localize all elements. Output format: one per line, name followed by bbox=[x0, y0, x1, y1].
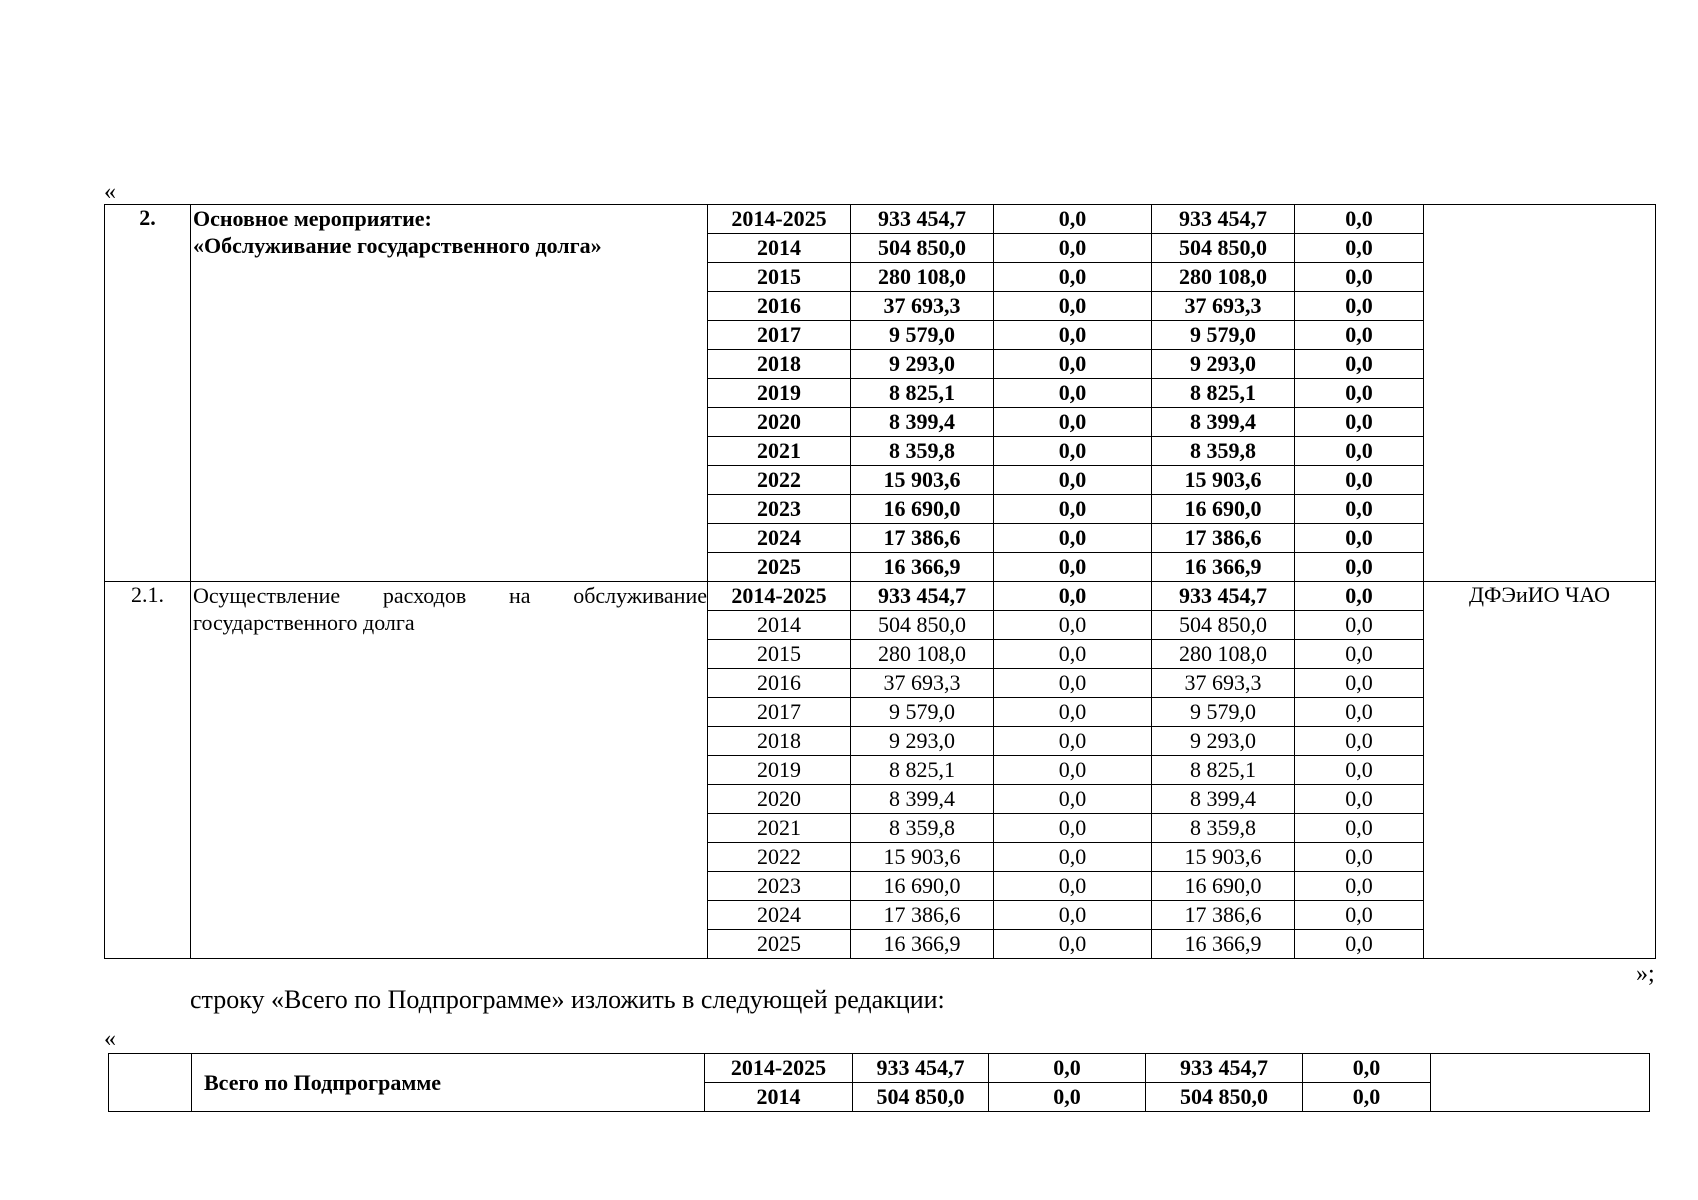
value-cell: 16 366,9 bbox=[1152, 553, 1295, 582]
year-cell: 2019 bbox=[708, 379, 851, 408]
value-cell: 17 386,6 bbox=[851, 524, 994, 553]
value-cell: 0,0 bbox=[1295, 321, 1424, 350]
value-cell: 0,0 bbox=[1295, 756, 1424, 785]
value-cell: 8 359,8 bbox=[1152, 437, 1295, 466]
value-cell: 0,0 bbox=[1295, 495, 1424, 524]
table-row bbox=[109, 1054, 1650, 1083]
value-cell: 0,0 bbox=[994, 611, 1152, 640]
value-cell: 9 293,0 bbox=[851, 350, 994, 379]
value-cell: 933 454,7 bbox=[1152, 205, 1295, 234]
value-cell: 0,0 bbox=[1295, 553, 1424, 582]
year-cell: 2022 bbox=[708, 843, 851, 872]
value-cell: 0,0 bbox=[1295, 640, 1424, 669]
value-cell: 8 359,8 bbox=[851, 814, 994, 843]
value-cell: 280 108,0 bbox=[1152, 263, 1295, 292]
value-cell: 9 579,0 bbox=[1152, 321, 1295, 350]
value-cell: 0,0 bbox=[1295, 901, 1424, 930]
value-cell: 933 454,7 bbox=[1152, 582, 1295, 611]
value-cell: 0,0 bbox=[1295, 582, 1424, 611]
value-cell: 0,0 bbox=[994, 234, 1152, 263]
value-cell: 0,0 bbox=[994, 698, 1152, 727]
value-cell: 0,0 bbox=[1303, 1083, 1431, 1112]
year-cell: 2023 bbox=[708, 872, 851, 901]
value-cell: 0,0 bbox=[994, 466, 1152, 495]
value-cell: 504 850,0 bbox=[851, 234, 994, 263]
value-cell: 0,0 bbox=[994, 321, 1152, 350]
year-cell: 2014-2025 bbox=[708, 582, 851, 611]
value-cell: 17 386,6 bbox=[1152, 524, 1295, 553]
total-table bbox=[108, 1053, 1650, 1112]
main-table-body bbox=[105, 205, 1656, 959]
value-cell: 0,0 bbox=[994, 727, 1152, 756]
year-cell: 2017 bbox=[708, 698, 851, 727]
value-cell: 504 850,0 bbox=[1152, 234, 1295, 263]
value-cell: 0,0 bbox=[1295, 843, 1424, 872]
value-cell: 8 359,8 bbox=[1152, 814, 1295, 843]
value-cell: 0,0 bbox=[994, 553, 1152, 582]
empty-cell bbox=[109, 1054, 192, 1112]
value-cell: 37 693,3 bbox=[1152, 292, 1295, 321]
value-cell: 0,0 bbox=[1295, 930, 1424, 959]
year-cell: 2024 bbox=[708, 901, 851, 930]
value-cell: 0,0 bbox=[1295, 524, 1424, 553]
value-cell: 0,0 bbox=[994, 582, 1152, 611]
value-cell: 0,0 bbox=[1295, 611, 1424, 640]
value-cell: 0,0 bbox=[1295, 205, 1424, 234]
value-cell: 0,0 bbox=[994, 263, 1152, 292]
value-cell: 0,0 bbox=[1295, 437, 1424, 466]
value-cell: 15 903,6 bbox=[1152, 843, 1295, 872]
value-cell: 0,0 bbox=[1295, 669, 1424, 698]
value-cell: 0,0 bbox=[994, 901, 1152, 930]
year-cell: 2015 bbox=[708, 640, 851, 669]
value-cell: 8 399,4 bbox=[1152, 785, 1295, 814]
value-cell: 0,0 bbox=[994, 408, 1152, 437]
value-cell: 280 108,0 bbox=[851, 263, 994, 292]
value-cell: 0,0 bbox=[1295, 292, 1424, 321]
value-cell: 9 293,0 bbox=[1152, 350, 1295, 379]
year-cell: 2014-2025 bbox=[708, 205, 851, 234]
year-cell: 2025 bbox=[708, 930, 851, 959]
value-cell: 8 825,1 bbox=[851, 756, 994, 785]
value-cell: 0,0 bbox=[1295, 698, 1424, 727]
value-cell: 16 366,9 bbox=[851, 930, 994, 959]
year-cell: 2017 bbox=[708, 321, 851, 350]
value-cell: 0,0 bbox=[994, 437, 1152, 466]
year-cell: 2022 bbox=[708, 466, 851, 495]
value-cell: 37 693,3 bbox=[851, 669, 994, 698]
year-cell: 2014 bbox=[705, 1083, 853, 1112]
responsible-cell: ДФЭиИО ЧАО bbox=[1424, 582, 1656, 959]
open-quote-top: « bbox=[104, 179, 116, 205]
value-cell: 0,0 bbox=[1295, 814, 1424, 843]
value-cell: 16 690,0 bbox=[851, 495, 994, 524]
value-cell: 0,0 bbox=[994, 843, 1152, 872]
close-quote: »; bbox=[1636, 961, 1655, 987]
value-cell: 8 399,4 bbox=[1152, 408, 1295, 437]
year-cell: 2020 bbox=[708, 408, 851, 437]
year-cell: 2014 bbox=[708, 234, 851, 263]
value-cell: 504 850,0 bbox=[1146, 1083, 1303, 1112]
value-cell: 0,0 bbox=[994, 872, 1152, 901]
year-cell: 2014-2025 bbox=[705, 1054, 853, 1083]
value-cell: 0,0 bbox=[1295, 408, 1424, 437]
value-cell: 280 108,0 bbox=[1152, 640, 1295, 669]
value-cell: 0,0 bbox=[1295, 872, 1424, 901]
value-cell: 15 903,6 bbox=[851, 843, 994, 872]
value-cell: 0,0 bbox=[1295, 379, 1424, 408]
value-cell: 15 903,6 bbox=[851, 466, 994, 495]
value-cell: 16 690,0 bbox=[1152, 872, 1295, 901]
value-cell: 0,0 bbox=[1295, 350, 1424, 379]
value-cell: 37 693,3 bbox=[851, 292, 994, 321]
value-cell: 37 693,3 bbox=[1152, 669, 1295, 698]
value-cell: 9 579,0 bbox=[1152, 698, 1295, 727]
table-row bbox=[105, 205, 1656, 234]
row-number: 2. bbox=[105, 205, 191, 582]
value-cell: 504 850,0 bbox=[853, 1083, 989, 1112]
total-table-body bbox=[109, 1054, 1650, 1112]
open-quote-bottom: « bbox=[104, 1026, 116, 1052]
value-cell: 0,0 bbox=[994, 350, 1152, 379]
value-cell: 8 399,4 bbox=[851, 408, 994, 437]
year-cell: 2020 bbox=[708, 785, 851, 814]
value-cell: 17 386,6 bbox=[1152, 901, 1295, 930]
value-cell: 0,0 bbox=[1295, 785, 1424, 814]
value-cell: 0,0 bbox=[994, 379, 1152, 408]
item-subtitle: «Обслуживание государственного долга» bbox=[193, 233, 602, 258]
value-cell: 0,0 bbox=[994, 495, 1152, 524]
value-cell: 0,0 bbox=[994, 524, 1152, 553]
value-cell: 16 366,9 bbox=[851, 553, 994, 582]
item-title: Основное мероприятие: bbox=[193, 206, 432, 231]
year-cell: 2015 bbox=[708, 263, 851, 292]
value-cell: 9 293,0 bbox=[1152, 727, 1295, 756]
value-cell: 0,0 bbox=[994, 756, 1152, 785]
value-cell: 17 386,6 bbox=[851, 901, 994, 930]
year-cell: 2018 bbox=[708, 727, 851, 756]
year-cell: 2021 bbox=[708, 437, 851, 466]
value-cell: 0,0 bbox=[1295, 234, 1424, 263]
responsible-cell bbox=[1424, 205, 1656, 582]
year-cell: 2016 bbox=[708, 669, 851, 698]
value-cell: 933 454,7 bbox=[1146, 1054, 1303, 1083]
value-cell: 0,0 bbox=[994, 669, 1152, 698]
year-cell: 2018 bbox=[708, 350, 851, 379]
value-cell: 0,0 bbox=[989, 1054, 1146, 1083]
value-cell: 16 690,0 bbox=[1152, 495, 1295, 524]
item-name-cell bbox=[191, 205, 708, 582]
value-cell: 504 850,0 bbox=[1152, 611, 1295, 640]
intro-text: строку «Всего по Подпрограмме» изложить в следующей редакции: bbox=[190, 985, 945, 1014]
value-cell: 16 690,0 bbox=[851, 872, 994, 901]
value-cell: 9 579,0 bbox=[851, 698, 994, 727]
value-cell: 9 579,0 bbox=[851, 321, 994, 350]
value-cell: 8 359,8 bbox=[851, 437, 994, 466]
value-cell: 0,0 bbox=[1295, 263, 1424, 292]
value-cell: 0,0 bbox=[994, 292, 1152, 321]
main-table bbox=[104, 204, 1656, 959]
total-label: Всего по Подпрограмме bbox=[192, 1054, 705, 1112]
year-cell: 2016 bbox=[708, 292, 851, 321]
value-cell: 15 903,6 bbox=[1152, 466, 1295, 495]
year-cell: 2021 bbox=[708, 814, 851, 843]
value-cell: 0,0 bbox=[994, 640, 1152, 669]
value-cell: 280 108,0 bbox=[851, 640, 994, 669]
value-cell: 933 454,7 bbox=[851, 582, 994, 611]
value-cell: 0,0 bbox=[994, 930, 1152, 959]
value-cell: 933 454,7 bbox=[853, 1054, 989, 1083]
year-cell: 2023 bbox=[708, 495, 851, 524]
row-number: 2.1. bbox=[105, 582, 191, 959]
value-cell: 8 399,4 bbox=[851, 785, 994, 814]
year-cell: 2024 bbox=[708, 524, 851, 553]
value-cell: 0,0 bbox=[994, 814, 1152, 843]
value-cell: 0,0 bbox=[1303, 1054, 1431, 1083]
year-cell: 2019 bbox=[708, 756, 851, 785]
value-cell: 8 825,1 bbox=[1152, 756, 1295, 785]
value-cell: 16 366,9 bbox=[1152, 930, 1295, 959]
value-cell: 9 293,0 bbox=[851, 727, 994, 756]
year-cell: 2014 bbox=[708, 611, 851, 640]
value-cell: 0,0 bbox=[994, 205, 1152, 234]
responsible-cell bbox=[1431, 1054, 1650, 1112]
value-cell: 8 825,1 bbox=[851, 379, 994, 408]
value-cell: 8 825,1 bbox=[1152, 379, 1295, 408]
table-row bbox=[105, 582, 1656, 611]
value-cell: 933 454,7 bbox=[851, 205, 994, 234]
value-cell: 0,0 bbox=[989, 1083, 1146, 1112]
year-cell: 2025 bbox=[708, 553, 851, 582]
item-name-cell: Осуществление расходов на обслуживание государственного долга bbox=[191, 582, 708, 959]
value-cell: 504 850,0 bbox=[851, 611, 994, 640]
value-cell: 0,0 bbox=[994, 785, 1152, 814]
value-cell: 0,0 bbox=[1295, 466, 1424, 495]
value-cell: 0,0 bbox=[1295, 727, 1424, 756]
